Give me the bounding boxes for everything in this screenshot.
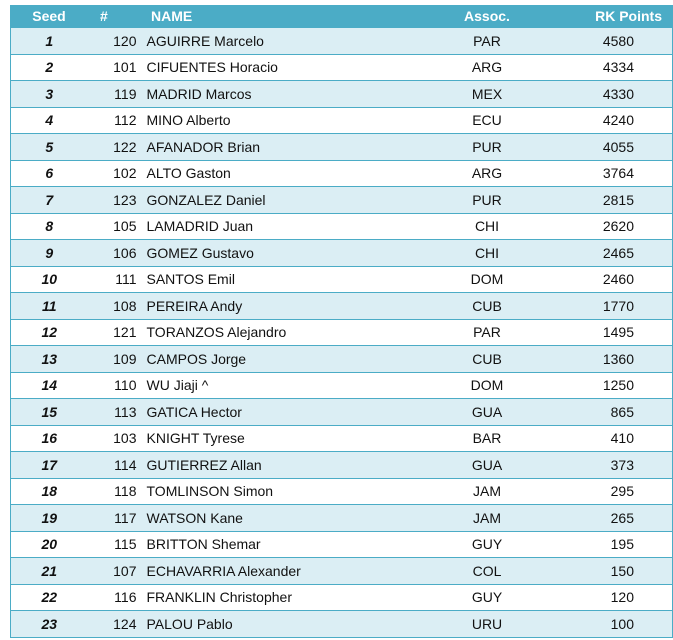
cell-number: 118 bbox=[88, 478, 143, 505]
cell-number: 116 bbox=[88, 584, 143, 611]
cell-seed: 7 bbox=[11, 187, 88, 214]
cell-assoc: MEX bbox=[442, 81, 533, 108]
table-row bbox=[11, 584, 673, 611]
cell-assoc: GUA bbox=[442, 399, 533, 426]
cell-assoc: COL bbox=[442, 558, 533, 585]
header-points: RK Points bbox=[533, 5, 673, 28]
table-row bbox=[11, 54, 673, 81]
cell-number: 105 bbox=[88, 213, 143, 240]
cell-name: WU Jiaji ^ bbox=[143, 372, 442, 399]
seeding-table bbox=[10, 5, 673, 638]
cell-points: 150 bbox=[533, 558, 673, 585]
cell-name: GUTIERREZ Allan bbox=[143, 452, 442, 479]
cell-number: 111 bbox=[88, 266, 143, 293]
table-row bbox=[11, 187, 673, 214]
cell-name: AFANADOR Brian bbox=[143, 134, 442, 161]
cell-assoc: GUY bbox=[442, 531, 533, 558]
cell-points: 2815 bbox=[533, 187, 673, 214]
cell-points: 4240 bbox=[533, 107, 673, 134]
cell-number: 115 bbox=[88, 531, 143, 558]
cell-name: PEREIRA Andy bbox=[143, 293, 442, 320]
cell-points: 1495 bbox=[533, 319, 673, 346]
cell-assoc: CHI bbox=[442, 240, 533, 267]
cell-points: 2460 bbox=[533, 266, 673, 293]
header-seed: Seed bbox=[11, 5, 88, 28]
cell-assoc: CHI bbox=[442, 213, 533, 240]
table-row bbox=[11, 346, 673, 373]
cell-name: TORANZOS Alejandro bbox=[143, 319, 442, 346]
cell-name: AGUIRRE Marcelo bbox=[143, 28, 442, 55]
cell-number: 122 bbox=[88, 134, 143, 161]
cell-number: 102 bbox=[88, 160, 143, 187]
cell-assoc: CUB bbox=[442, 346, 533, 373]
cell-name: FRANKLIN Christopher bbox=[143, 584, 442, 611]
cell-assoc: ECU bbox=[442, 107, 533, 134]
cell-points: 4055 bbox=[533, 134, 673, 161]
table-row bbox=[11, 134, 673, 161]
cell-seed: 17 bbox=[11, 452, 88, 479]
cell-seed: 4 bbox=[11, 107, 88, 134]
cell-seed: 22 bbox=[11, 584, 88, 611]
cell-number: 123 bbox=[88, 187, 143, 214]
cell-assoc: CUB bbox=[442, 293, 533, 320]
table-row bbox=[11, 558, 673, 585]
cell-seed: 18 bbox=[11, 478, 88, 505]
cell-number: 113 bbox=[88, 399, 143, 426]
cell-points: 865 bbox=[533, 399, 673, 426]
cell-number: 101 bbox=[88, 54, 143, 81]
cell-seed: 11 bbox=[11, 293, 88, 320]
cell-number: 107 bbox=[88, 558, 143, 585]
cell-number: 119 bbox=[88, 81, 143, 108]
cell-points: 410 bbox=[533, 425, 673, 452]
cell-seed: 15 bbox=[11, 399, 88, 426]
cell-name: LAMADRID Juan bbox=[143, 213, 442, 240]
table-row bbox=[11, 319, 673, 346]
cell-points: 2620 bbox=[533, 213, 673, 240]
cell-assoc: PAR bbox=[442, 28, 533, 55]
table-row bbox=[11, 213, 673, 240]
cell-points: 120 bbox=[533, 584, 673, 611]
cell-points: 4580 bbox=[533, 28, 673, 55]
table-row bbox=[11, 160, 673, 187]
table-row bbox=[11, 505, 673, 532]
cell-assoc: BAR bbox=[442, 425, 533, 452]
cell-seed: 9 bbox=[11, 240, 88, 267]
cell-name: SANTOS Emil bbox=[143, 266, 442, 293]
cell-assoc: PAR bbox=[442, 319, 533, 346]
table-row bbox=[11, 28, 673, 55]
cell-seed: 8 bbox=[11, 213, 88, 240]
cell-name: CAMPOS Jorge bbox=[143, 346, 442, 373]
table-row bbox=[11, 107, 673, 134]
table-row bbox=[11, 611, 673, 638]
table-row bbox=[11, 531, 673, 558]
cell-name: WATSON Kane bbox=[143, 505, 442, 532]
cell-assoc: JAM bbox=[442, 478, 533, 505]
cell-name: ALTO Gaston bbox=[143, 160, 442, 187]
cell-points: 265 bbox=[533, 505, 673, 532]
cell-seed: 14 bbox=[11, 372, 88, 399]
cell-assoc: DOM bbox=[442, 266, 533, 293]
cell-name: KNIGHT Tyrese bbox=[143, 425, 442, 452]
cell-number: 108 bbox=[88, 293, 143, 320]
table-row bbox=[11, 81, 673, 108]
header-row bbox=[11, 5, 673, 28]
cell-seed: 2 bbox=[11, 54, 88, 81]
cell-number: 109 bbox=[88, 346, 143, 373]
cell-seed: 21 bbox=[11, 558, 88, 585]
cell-points: 2465 bbox=[533, 240, 673, 267]
cell-assoc: DOM bbox=[442, 372, 533, 399]
header-name: NAME bbox=[143, 5, 442, 28]
cell-seed: 13 bbox=[11, 346, 88, 373]
cell-number: 121 bbox=[88, 319, 143, 346]
cell-number: 117 bbox=[88, 505, 143, 532]
table-body bbox=[11, 28, 673, 638]
cell-name: GONZALEZ Daniel bbox=[143, 187, 442, 214]
cell-name: GATICA Hector bbox=[143, 399, 442, 426]
cell-number: 103 bbox=[88, 425, 143, 452]
cell-seed: 23 bbox=[11, 611, 88, 638]
cell-assoc: URU bbox=[442, 611, 533, 638]
cell-assoc: ARG bbox=[442, 160, 533, 187]
header-number: # bbox=[88, 5, 143, 28]
cell-name: MINO Alberto bbox=[143, 107, 442, 134]
cell-number: 124 bbox=[88, 611, 143, 638]
cell-seed: 6 bbox=[11, 160, 88, 187]
cell-points: 295 bbox=[533, 478, 673, 505]
cell-assoc: GUY bbox=[442, 584, 533, 611]
cell-name: TOMLINSON Simon bbox=[143, 478, 442, 505]
cell-seed: 20 bbox=[11, 531, 88, 558]
cell-points: 1770 bbox=[533, 293, 673, 320]
cell-name: BRITTON Shemar bbox=[143, 531, 442, 558]
cell-points: 3764 bbox=[533, 160, 673, 187]
cell-name: GOMEZ Gustavo bbox=[143, 240, 442, 267]
table-row bbox=[11, 293, 673, 320]
cell-number: 114 bbox=[88, 452, 143, 479]
table-header bbox=[11, 5, 673, 28]
cell-seed: 5 bbox=[11, 134, 88, 161]
cell-assoc: PUR bbox=[442, 187, 533, 214]
header-assoc: Assoc. bbox=[442, 5, 533, 28]
cell-seed: 10 bbox=[11, 266, 88, 293]
cell-name: CIFUENTES Horacio bbox=[143, 54, 442, 81]
table-row bbox=[11, 240, 673, 267]
cell-seed: 12 bbox=[11, 319, 88, 346]
cell-name: ECHAVARRIA Alexander bbox=[143, 558, 442, 585]
cell-seed: 19 bbox=[11, 505, 88, 532]
cell-number: 110 bbox=[88, 372, 143, 399]
table-row bbox=[11, 452, 673, 479]
cell-assoc: GUA bbox=[442, 452, 533, 479]
cell-number: 120 bbox=[88, 28, 143, 55]
cell-points: 4330 bbox=[533, 81, 673, 108]
cell-points: 1250 bbox=[533, 372, 673, 399]
cell-points: 373 bbox=[533, 452, 673, 479]
cell-assoc: JAM bbox=[442, 505, 533, 532]
cell-name: PALOU Pablo bbox=[143, 611, 442, 638]
cell-name: MADRID Marcos bbox=[143, 81, 442, 108]
table-row bbox=[11, 478, 673, 505]
cell-seed: 1 bbox=[11, 28, 88, 55]
table-row bbox=[11, 425, 673, 452]
table-row bbox=[11, 399, 673, 426]
cell-points: 195 bbox=[533, 531, 673, 558]
cell-seed: 3 bbox=[11, 81, 88, 108]
cell-number: 106 bbox=[88, 240, 143, 267]
table-row bbox=[11, 266, 673, 293]
cell-seed: 16 bbox=[11, 425, 88, 452]
cell-points: 100 bbox=[533, 611, 673, 638]
cell-number: 112 bbox=[88, 107, 143, 134]
cell-points: 4334 bbox=[533, 54, 673, 81]
table-row bbox=[11, 372, 673, 399]
cell-points: 1360 bbox=[533, 346, 673, 373]
cell-assoc: ARG bbox=[442, 54, 533, 81]
cell-assoc: PUR bbox=[442, 134, 533, 161]
